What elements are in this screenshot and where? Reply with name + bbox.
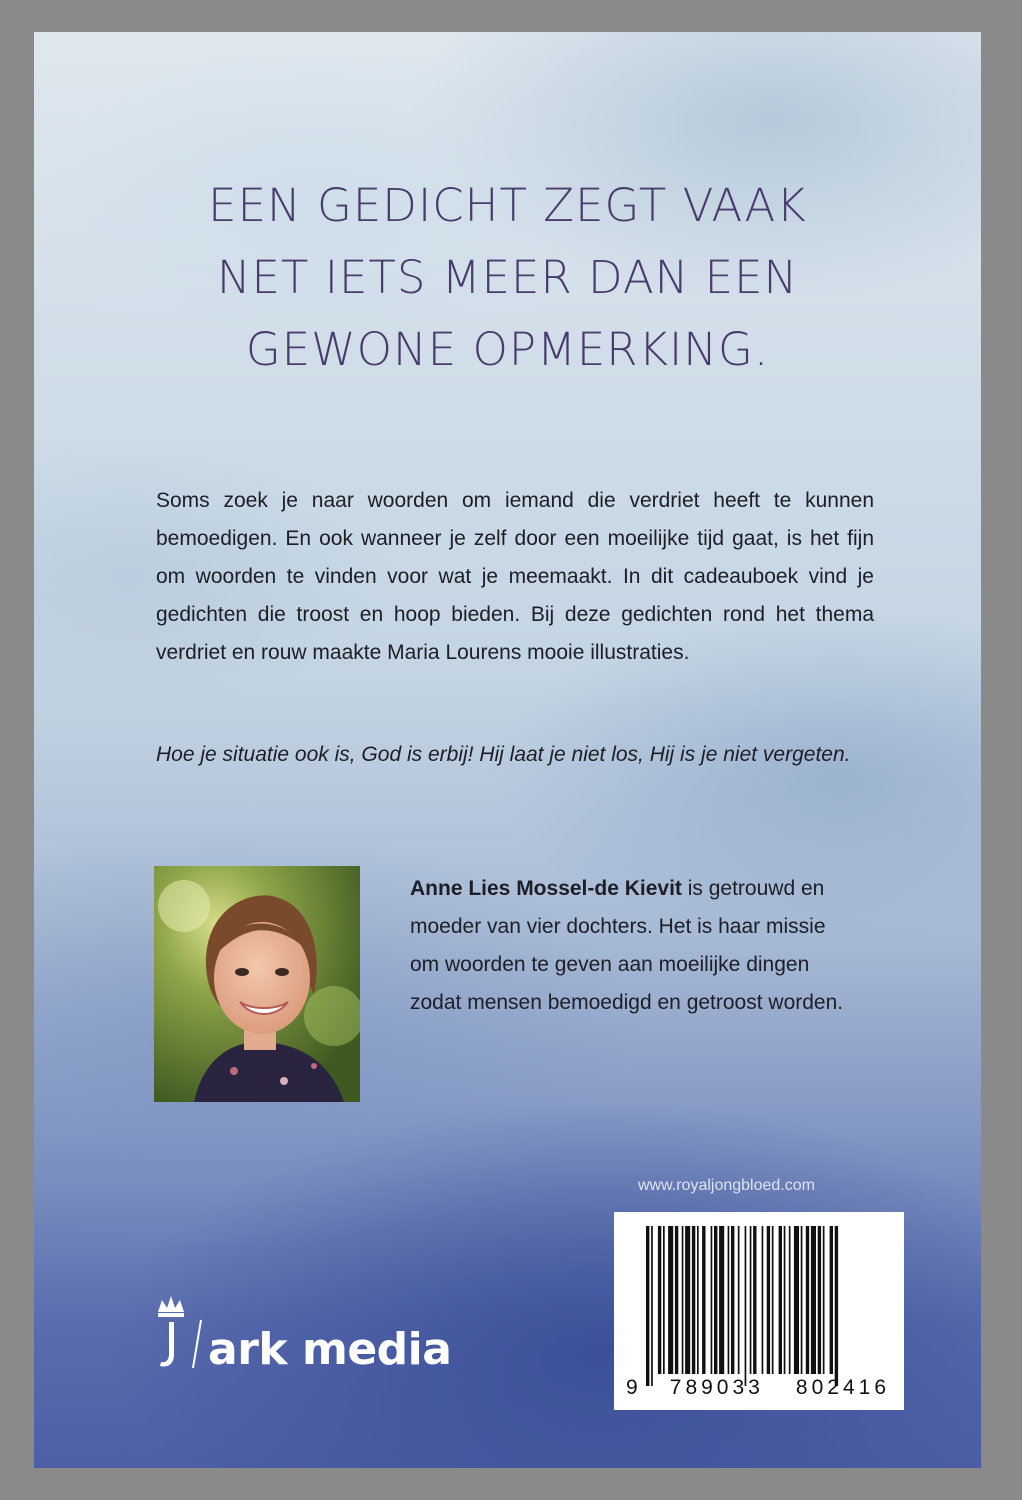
barcode-bar	[767, 1226, 770, 1374]
quote: Hoe je situatie ook is, God is erbij! Hij laat je niet los, Hij is je niet vergeten.	[156, 743, 851, 766]
author-name: Anne Lies Mossel-de Kievit	[410, 877, 682, 900]
barcode-bar	[750, 1226, 752, 1374]
barcode-bar	[658, 1226, 661, 1374]
author-photo	[154, 866, 360, 1102]
barcode-bar	[801, 1226, 803, 1374]
slash-icon	[190, 1316, 204, 1372]
barcode-bar	[711, 1226, 713, 1374]
barcode-bar	[702, 1226, 705, 1374]
barcode-bar	[835, 1226, 838, 1386]
barcode-bar	[682, 1226, 684, 1374]
barcode-bar	[668, 1226, 673, 1374]
barcode-bar	[731, 1226, 734, 1374]
barcode-bar	[697, 1226, 699, 1374]
barcode-bar	[675, 1226, 678, 1374]
description	[156, 482, 874, 672]
barcode-bar	[753, 1226, 756, 1374]
barcode-bar	[772, 1226, 774, 1374]
barcode	[614, 1212, 904, 1410]
barcode-bar	[818, 1226, 821, 1374]
barcode-bar	[745, 1226, 747, 1386]
publisher-url[interactable]: www.royaljongbloed.com	[638, 1177, 815, 1194]
headline-line-1: EEN GEDICHT ZEGT VAAK	[208, 179, 807, 232]
barcode-digits-left: 789033	[669, 1376, 764, 1399]
barcode-digit-first: 9	[626, 1376, 638, 1399]
barcode-bar	[646, 1226, 649, 1386]
publisher-logo	[154, 1292, 452, 1375]
barcode-bar	[685, 1226, 690, 1374]
back-cover	[34, 32, 981, 1468]
barcode-bar	[663, 1226, 665, 1374]
logo-text: ark media	[208, 1324, 452, 1375]
barcode-bar	[794, 1226, 799, 1374]
headline-line-3: GEWONE OPMERKING.	[245, 323, 770, 376]
crown-icon	[154, 1292, 188, 1372]
barcode-bar	[762, 1226, 764, 1374]
barcode-bar	[830, 1226, 833, 1374]
barcode-bar	[784, 1226, 786, 1374]
description-paragraph: Soms zoek je naar woorden om iemand die verdriet heeft te kunnen bemoedigen. En ook wanneer je zelf door een moeilijke tijd gaat, is het fijn om woorden te vinden voor wat je meemaakt. In dit cadeauboek vind je gedichten die troost en hoop bieden. Bij deze gedichten rond het thema verdriet en rouw maakte Maria Lourens mooie illustraties.	[156, 489, 874, 664]
headline	[34, 170, 981, 386]
barcode-bar	[789, 1226, 791, 1374]
barcode-bar	[823, 1226, 825, 1374]
barcode-bar	[728, 1226, 730, 1374]
barcode-digits-right: 802416	[795, 1376, 890, 1399]
barcode-digits	[614, 1376, 904, 1400]
barcode-bar	[779, 1226, 782, 1374]
barcode-bar	[692, 1226, 695, 1374]
barcode-bar	[714, 1226, 717, 1374]
barcode-bar	[738, 1226, 740, 1374]
author-bio-text: is getrouwd en moeder van vier dochters. Het is haar missie om woorden te geven aan moeilijke dingen zodat mensen bemoedigd en getroost worden.	[410, 877, 844, 1014]
barcode-bar	[651, 1226, 653, 1386]
barcode-bar	[811, 1226, 816, 1374]
barcode-bar	[719, 1226, 724, 1374]
barcode-bar	[806, 1226, 809, 1374]
headline-line-2: NET IETS MEER DAN EEN	[216, 251, 799, 304]
author-bio	[410, 870, 850, 1022]
